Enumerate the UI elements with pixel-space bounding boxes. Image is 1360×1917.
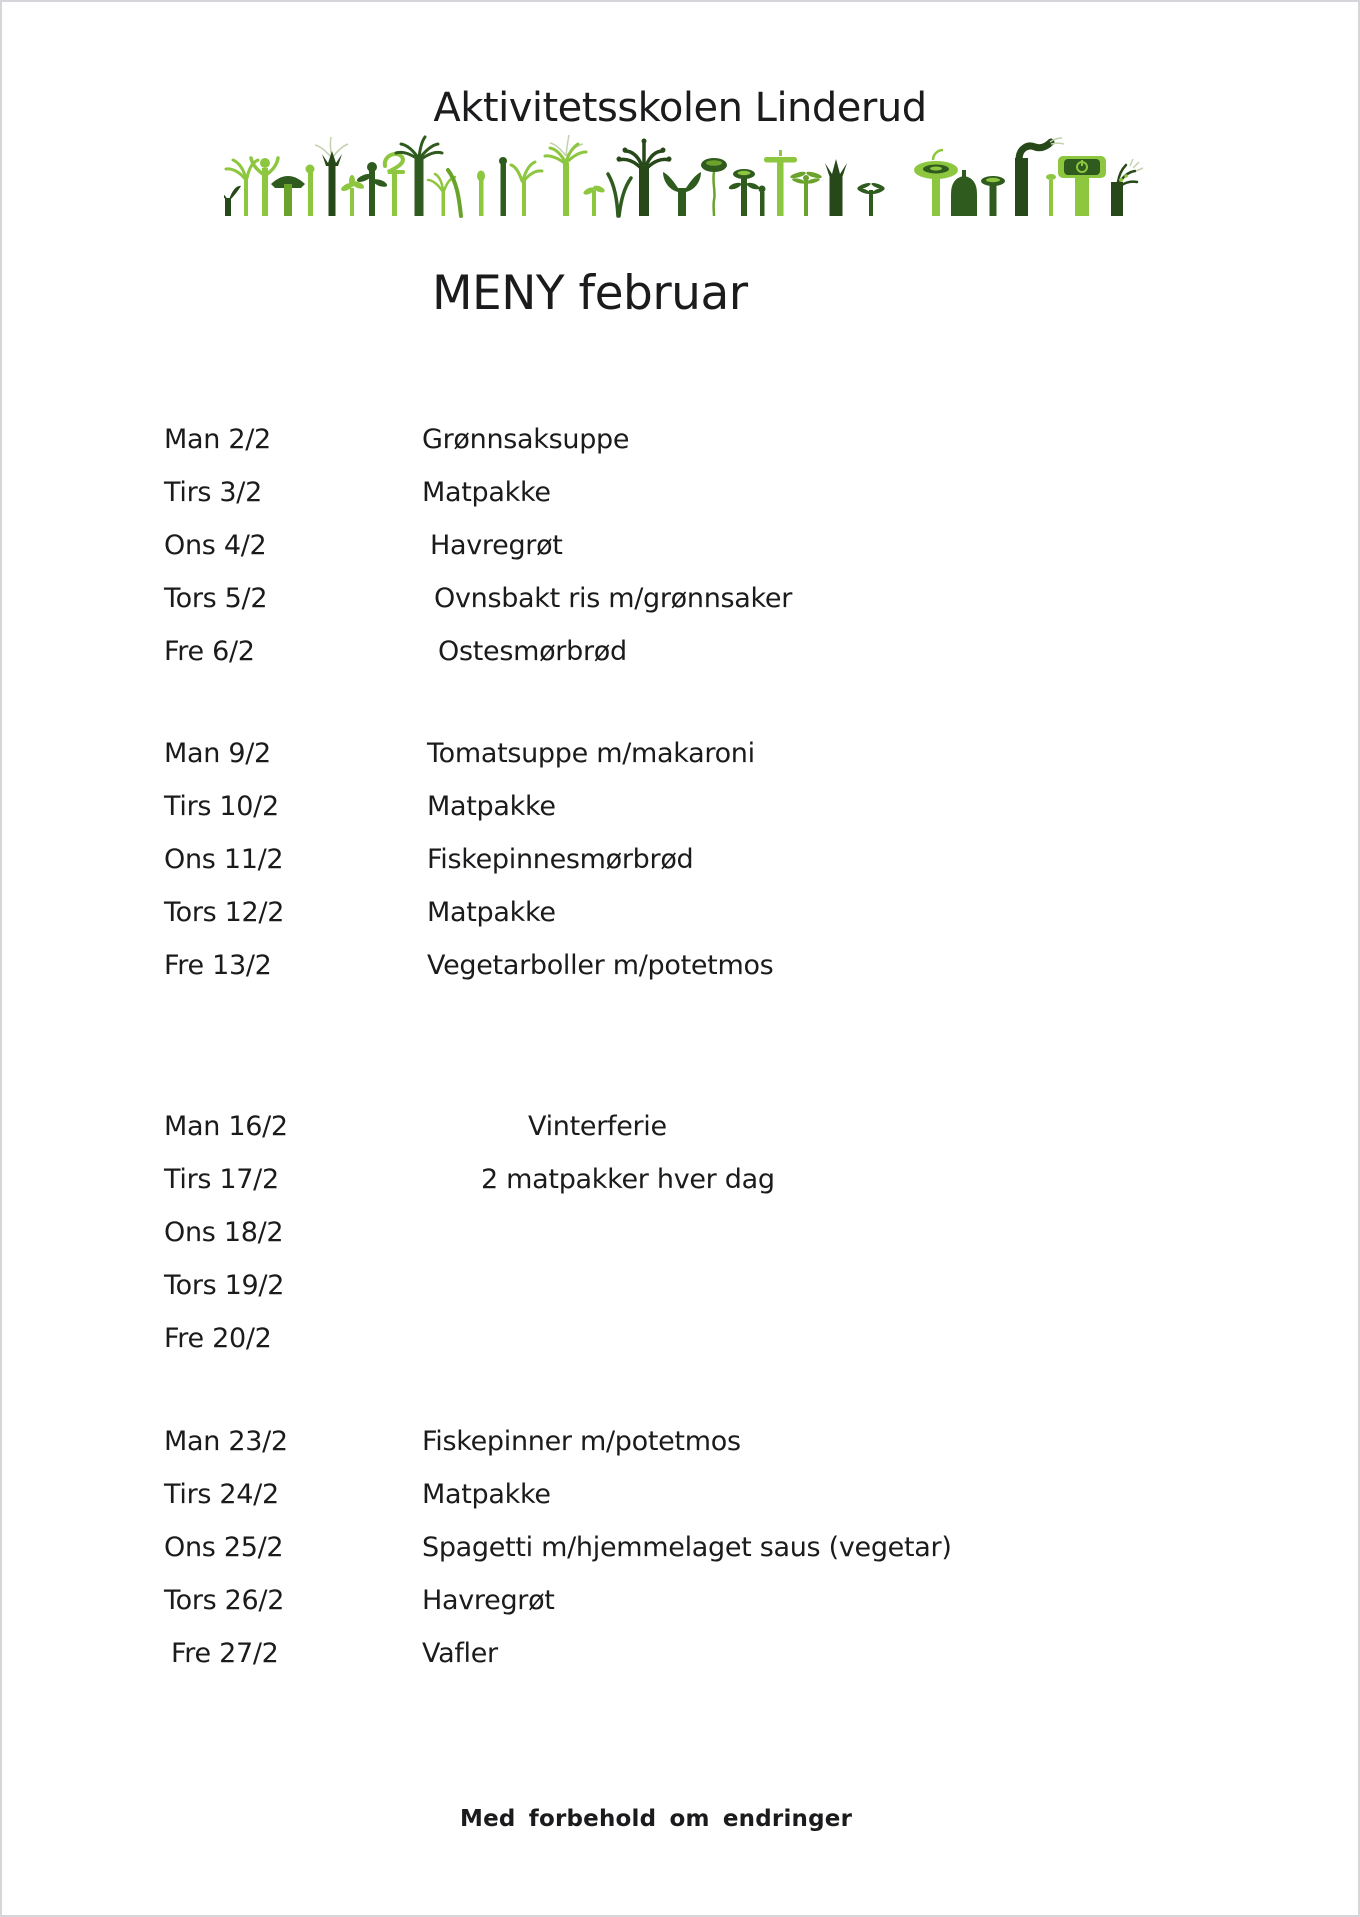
table-row [2, 1533, 1358, 1586]
day-cell: Tors 26/2 [164, 1585, 285, 1616]
day-cell: Fre 27/2 [171, 1638, 279, 1669]
page-title: MENY februar [432, 266, 748, 321]
table-row [2, 951, 1358, 1004]
table-row [2, 637, 1358, 690]
day-cell: Man 2/2 [164, 424, 271, 455]
table-row [2, 425, 1358, 478]
meal-cell: Vegetarboller m/potetmos [427, 950, 774, 981]
table-row [2, 1112, 1358, 1165]
table-row [2, 1639, 1358, 1692]
meal-cell: Fiskepinner m/potetmos [422, 1426, 741, 1457]
table-row [2, 1586, 1358, 1639]
day-cell: Man 16/2 [164, 1111, 288, 1142]
meal-cell: Grønnsaksuppe [422, 424, 630, 455]
meal-cell: Matpakke [422, 1479, 551, 1510]
meal-cell: Tomatsuppe m/makaroni [427, 738, 755, 769]
meal-cell: Matpakke [427, 791, 556, 822]
table-row [2, 531, 1358, 584]
table-row [2, 739, 1358, 792]
table-row [2, 1427, 1358, 1480]
day-cell: Ons 4/2 [164, 530, 267, 561]
meal-cell: Matpakke [427, 897, 556, 928]
meal-cell: Fiskepinnesmørbrød [427, 844, 694, 875]
meal-cell: 2 matpakker hver dag [481, 1164, 775, 1195]
meal-cell: Ovnsbakt ris m/grønnsaker [434, 583, 793, 614]
plant-border-icon [224, 130, 1144, 218]
table-row [2, 584, 1358, 637]
table-row [2, 845, 1358, 898]
table-row [2, 1218, 1358, 1271]
day-cell: Fre 6/2 [164, 636, 255, 667]
meal-cell: Vinterferie [528, 1111, 667, 1142]
table-row [2, 1165, 1358, 1218]
day-cell: Tors 12/2 [164, 897, 285, 928]
day-cell: Ons 18/2 [164, 1217, 284, 1248]
menu-week-4 [2, 1427, 1358, 1692]
table-row [2, 478, 1358, 531]
day-cell: Man 23/2 [164, 1426, 288, 1457]
menu-table [2, 425, 1358, 1692]
day-cell: Ons 11/2 [164, 844, 284, 875]
menu-week-3 [2, 1112, 1358, 1377]
table-row [2, 792, 1358, 845]
meal-cell: Spagetti m/hjemmelaget saus (vegetar) [422, 1532, 952, 1563]
day-cell: Tirs 24/2 [164, 1479, 279, 1510]
meal-cell: Havregrøt [422, 1585, 555, 1616]
day-cell: Tirs 10/2 [164, 791, 279, 822]
footer-note: Med forbehold om endringer [460, 1806, 853, 1832]
day-cell: Man 9/2 [164, 738, 271, 769]
day-cell: Tirs 3/2 [164, 477, 262, 508]
table-row [2, 1480, 1358, 1533]
meal-cell: Matpakke [422, 477, 551, 508]
day-cell: Tors 19/2 [164, 1270, 285, 1301]
table-row [2, 1271, 1358, 1324]
table-row [2, 1324, 1358, 1377]
day-cell: Ons 25/2 [164, 1532, 284, 1563]
meal-cell: Vafler [422, 1638, 498, 1669]
menu-week-1 [2, 425, 1358, 690]
school-name: Aktivitetsskolen Linderud [433, 85, 927, 131]
meal-cell: Havregrøt [430, 530, 563, 561]
day-cell: Tirs 17/2 [164, 1164, 279, 1195]
meal-cell: Ostesmørbrød [438, 636, 627, 667]
day-cell: Fre 13/2 [164, 950, 272, 981]
day-cell: Tors 5/2 [164, 583, 268, 614]
day-cell: Fre 20/2 [164, 1323, 272, 1354]
table-row [2, 898, 1358, 951]
menu-week-2 [2, 739, 1358, 1004]
